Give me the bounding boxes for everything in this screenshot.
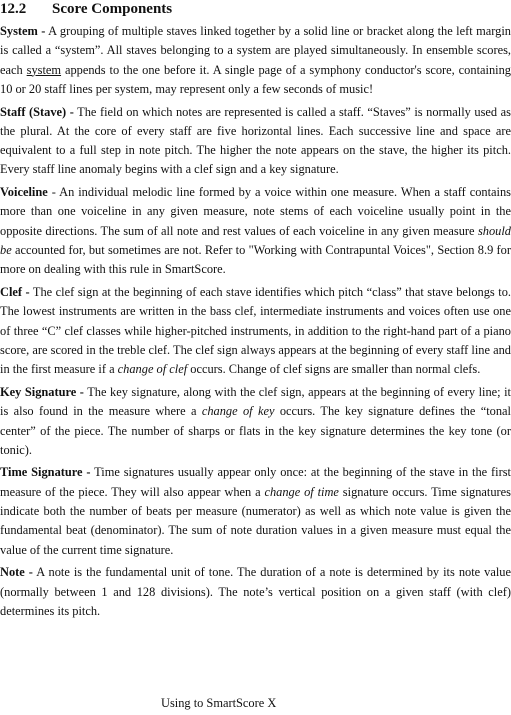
paragraph-note xyxy=(0,563,511,621)
paragraph-voiceline-emphasis: should be xyxy=(0,223,511,258)
section-heading xyxy=(0,0,172,18)
paragraph-clef-text-2: occurs. Change of clef signs are smaller than normal clefs. xyxy=(187,362,481,377)
paragraph-system xyxy=(0,22,511,99)
term-voiceline: Voiceline xyxy=(0,185,48,200)
term-clef: Clef - xyxy=(0,285,30,300)
section-title: Score Components xyxy=(52,1,173,17)
term-key-signature: Key Signature - xyxy=(0,384,84,399)
term-time-signature: Time Signature - xyxy=(0,465,91,480)
system-link[interactable]: system xyxy=(26,62,62,77)
paragraph-time-text-1: Time signatures usually appear only once: at the beginning of the stave in the first measure of the piece. They will also appear when a xyxy=(0,465,511,499)
paragraph-time-signature xyxy=(0,463,511,559)
paragraph-staff-text-1: The field on which notes are represented is called a staff. “Staves” is normally used as the plural. At the core of every staff are five horizontal lines. Each successive line and space are equivalent to a full step in note pitch. The higher the note appears on the stave, the higher its pitch. Every staff line anomaly begins with a clef sign and a key signature. xyxy=(0,104,511,177)
paragraph-voiceline-text-1: - An individual melodic line formed by a voice within one measure. When a staff contains more than one voiceline in any given measure, note stems of each voiceline usually point in the opposite directions. The sum of all note and rest values of each voiceline in any given measure xyxy=(0,185,511,238)
paragraph-staff xyxy=(0,103,511,180)
paragraph-key-text-2: occurs. The key signature defines the “tonal center” of the piece. The number of sharps or flats in the key signature determines the key tone (or tonic). xyxy=(0,404,511,457)
paragraph-voiceline-text-2: accounted for, but sometimes are not. Refer to "Working with Contrapuntal Voices", Section 8.9 for more on dealing with this rule in SmartScore. xyxy=(0,243,511,277)
section-number: 12.2 xyxy=(0,1,27,17)
paragraph-key-emphasis: change of key xyxy=(201,404,275,419)
term-system: System - xyxy=(0,24,46,38)
paragraph-key-text-1: The key signature, along with the clef sign, appears at the beginning of every line; it is also found in the measure where a xyxy=(0,384,511,419)
paragraph-time-text-2: signature occurs. Time signatures indicate both the number of beats per measure (numerator) as well as which note value is given the fundamental beat (denominator). The sum of note duration values in a given measure must equal the value of the current time signature. xyxy=(0,484,511,557)
paragraph-clef-emphasis: change of clef xyxy=(117,362,188,377)
paragraph-voiceline xyxy=(0,183,511,279)
paragraph-key-signature xyxy=(0,383,511,460)
paragraph-time-emphasis: change of time xyxy=(264,484,339,499)
paragraph-system-text-1: A grouping of multiple staves linked together by a solid line or bracket along the left margin is called a “system”. All staves belonging to a system are played simultaneously. In ensemble scores, each xyxy=(0,24,511,77)
paragraph-clef-text-1: The clef sign at the beginning of each stave identifies which pitch “class” that stave belongs to. The lowest instruments are written in the bass clef, intermediate instruments and voices often use one of three “C” clef classes while higher-pitched instruments, in addition to the right-hand part of a piano score, are scored in the treble clef. The clef sign always appears at the beginning of every staff line and in the first measure if a xyxy=(0,285,511,377)
body-text xyxy=(0,22,511,625)
term-staff: Staff (Stave) - xyxy=(0,104,74,119)
term-note: Note - xyxy=(0,565,33,580)
paragraph-system-text-2: appends to the one before it. A single page of a symphony conductor's score, containing 10 or 20 staff lines per system, may represent only a few seconds of music! xyxy=(0,62,511,96)
page-footer: Using to SmartScore X xyxy=(161,696,277,710)
paragraph-note-text-1: A note is the fundamental unit of tone. The duration of a note is determined by its note value (normally between 1 and 128 divisions). The note’s vertical position on a given staff (with clef) determines its pitch. xyxy=(0,565,511,618)
paragraph-clef xyxy=(0,283,511,379)
